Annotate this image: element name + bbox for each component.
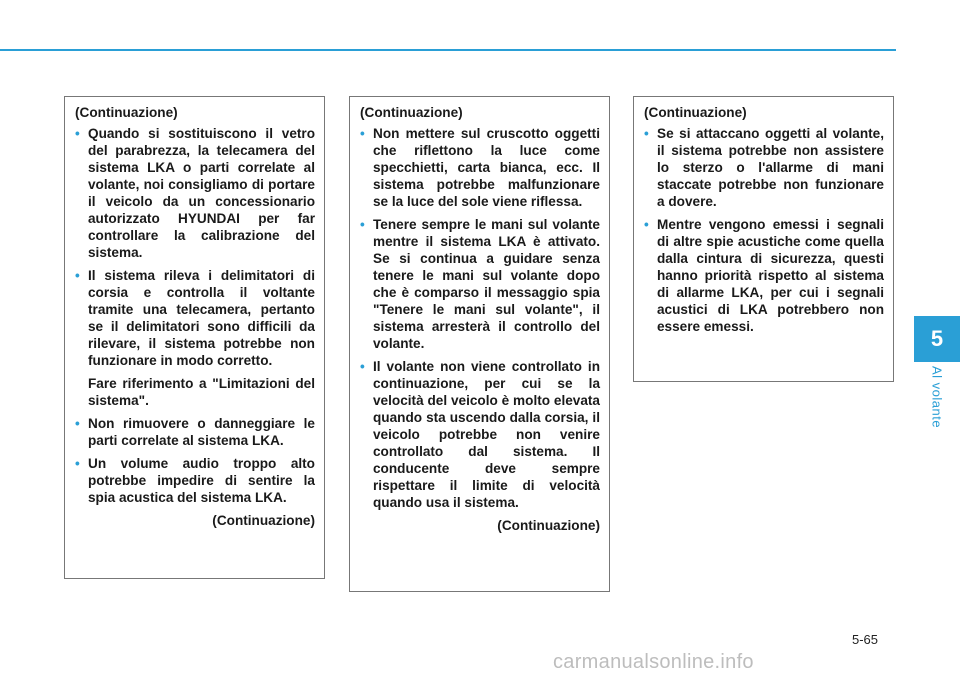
- list-item-text: Il volante non viene controllato in continuazione, per cui se la velocità del veicolo è molto elevata quando sta uscendo dalla corsia, il veicolo potrebbe non venire controllato dal sistema. Il conducente deve sempre rispettare il limite di velocità quando usa il sistema.: [373, 359, 600, 510]
- list-item: [360, 125, 600, 210]
- bullet-dot-icon: •: [360, 359, 365, 374]
- chapter-title-tab: [914, 366, 960, 466]
- bullet-dot-icon: •: [75, 268, 80, 283]
- list-item-text: Il sistema rileva i delimitatori di corsia e controlla il voltante tramite una telecamera, pertanto se il delimitatori sono difficili da rilevare, il sistema potrebbe non funzionare in modo corretto.: [88, 268, 315, 368]
- bullet-list: [75, 125, 315, 506]
- list-item: [360, 216, 600, 352]
- list-item: [644, 125, 884, 210]
- continuation-head: (Continuazione): [644, 105, 747, 120]
- list-item: [75, 267, 315, 409]
- list-item: [644, 216, 884, 335]
- continuation-head: (Continuazione): [360, 105, 463, 120]
- continuation-foot: (Continuazione): [497, 518, 600, 533]
- list-item: [75, 415, 315, 449]
- note-box-3: [633, 96, 894, 382]
- page-number: 5-65: [852, 632, 879, 647]
- bullet-dot-icon: •: [75, 416, 80, 431]
- bullet-dot-icon: •: [75, 126, 80, 141]
- note-box-1: [64, 96, 325, 579]
- list-item: [360, 358, 600, 511]
- header-rule: [0, 49, 896, 51]
- list-item-text: Quando si sostituiscono il vetro del parabrezza, la telecamera del sistema LKA o parti correlate al volante, noi consigliamo di portare il veicolo da un concessionario autorizzato HYUNDAI per far controllare la calibrazione del sistema.: [88, 126, 315, 260]
- chapter-number: 5: [930, 326, 944, 351]
- list-item-text: Non mettere sul cruscotto oggetti che riflettono la luce come specchietti, carta bianca, ecc. Il sistema potrebbe malfunzionare se la luce del sole viene riflessa.: [373, 126, 600, 209]
- list-item: [75, 125, 315, 261]
- chapter-title: Al volante: [929, 366, 945, 429]
- chapter-number-tab: [914, 316, 960, 362]
- bullet-list: [360, 125, 600, 511]
- continuation-foot: (Continuazione): [212, 513, 315, 528]
- bullet-list: [644, 125, 884, 335]
- list-item-text: Se si attaccano oggetti al volante, il sistema potrebbe non assistere lo sterzo o l'allarme di mani staccate potrebbe non funzionare a dovere.: [657, 126, 884, 209]
- continuation-head: (Continuazione): [75, 105, 178, 120]
- bullet-dot-icon: •: [360, 126, 365, 141]
- bullet-dot-icon: •: [644, 217, 649, 232]
- list-item-text: Mentre vengono emessi i segnali di altre spie acustiche come quella dalla cintura di sicurezza, questi hanno priorità rispetto al sistema di allarme LKA, per cui i segnali acustici di LKA potrebbero non essere emessi.: [657, 217, 884, 334]
- bullet-dot-icon: •: [75, 456, 80, 471]
- list-item-text: Non rimuovere o danneggiare le parti correlate al sistema LKA.: [88, 416, 315, 448]
- note-box-2: [349, 96, 610, 592]
- list-item-reference: Fare riferimento a "Limitazioni del sistema".: [88, 376, 315, 408]
- list-item-text: Tenere sempre le mani sul volante mentre il sistema LKA è attivato. Se si continua a guidare senza tenere le mani sul volante dopo che è comparso il messaggio spia "Tenere le mani sul volante", il sistema arresterà il controllo del volante.: [373, 217, 600, 351]
- list-item: [75, 455, 315, 506]
- watermark: carmanualsonline.info: [553, 651, 754, 673]
- bullet-dot-icon: •: [644, 126, 649, 141]
- list-item-text: Un volume audio troppo alto potrebbe impedire di sentire la spia acustica del sistema LKA.: [88, 456, 315, 505]
- bullet-dot-icon: •: [360, 217, 365, 232]
